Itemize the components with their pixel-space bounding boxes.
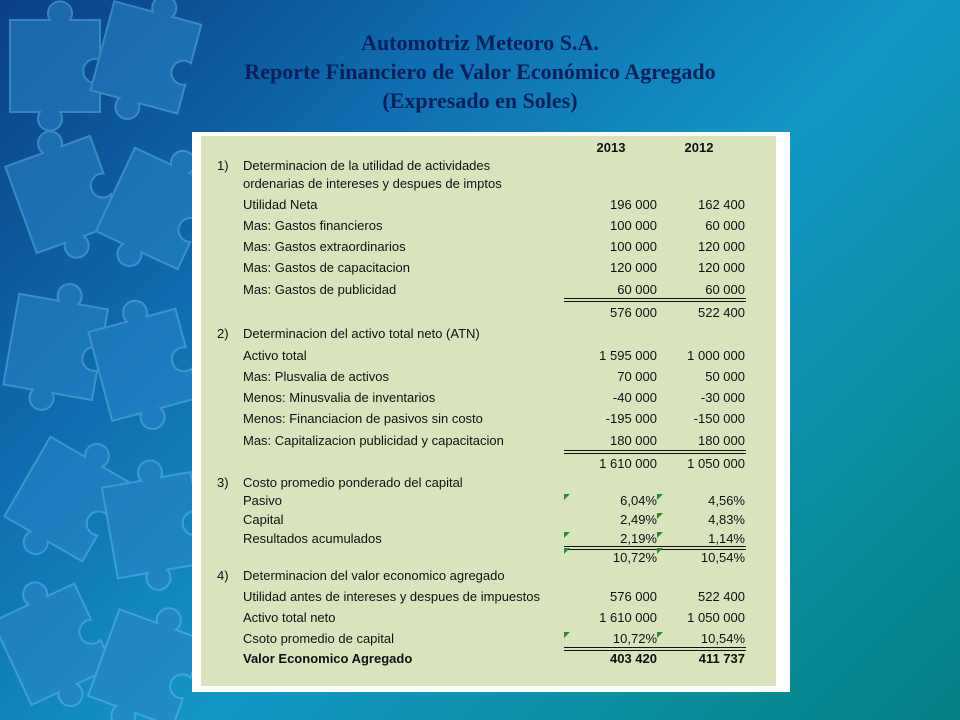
financial-table-image xyxy=(192,132,790,692)
value-2012: 50 000 xyxy=(705,369,745,384)
value-2013: 576 000 xyxy=(610,589,657,604)
table-row xyxy=(201,388,776,409)
table-row xyxy=(201,409,776,430)
value-2012: 522 400 xyxy=(698,589,745,604)
row-label: Mas: Capitalizacion publicidad y capacitacion xyxy=(243,433,504,448)
value-2012: 411 737 xyxy=(698,651,745,666)
value-2013: 10,72% xyxy=(612,631,657,646)
value-2013: 100 000 xyxy=(610,218,657,233)
cell-comment-marker-icon xyxy=(564,632,570,638)
total-double-rule xyxy=(564,298,746,302)
financial-table xyxy=(201,136,776,686)
table-row xyxy=(201,195,776,216)
row-label: Activo total xyxy=(243,348,307,363)
row-label: Utilidad antes de intereses y despues de impuestos xyxy=(243,589,541,604)
section-number: 1) xyxy=(217,158,229,173)
row-label: Mas: Plusvalia de activos xyxy=(243,369,389,384)
row-label: Pasivo xyxy=(243,493,283,508)
section-number: 3) xyxy=(217,475,229,490)
value-2013: 180 000 xyxy=(610,433,657,448)
value-2013: 120 000 xyxy=(610,260,657,275)
value-2012: 60 000 xyxy=(705,218,745,233)
report-title: Reporte Financiero de Valor Económico Agregado xyxy=(244,59,716,84)
value-2013: 1 610 000 xyxy=(599,456,657,471)
table-row xyxy=(201,346,776,367)
table-row xyxy=(201,367,776,388)
value-2012: 120 000 xyxy=(698,260,745,275)
value-2013: -195 000 xyxy=(605,411,657,426)
row-label: Menos: Minusvalia de inventarios xyxy=(243,390,436,405)
cell-comment-marker-icon xyxy=(564,494,570,500)
section-4-title-row xyxy=(201,566,776,587)
table-row xyxy=(201,237,776,258)
row-label: Resultados acumulados xyxy=(243,531,382,546)
row-label: Mas: Gastos financieros xyxy=(243,218,383,233)
section-1-title-row-2 xyxy=(201,174,776,195)
table-row xyxy=(201,608,776,629)
subtotal-row xyxy=(201,454,776,475)
value-2013: 1 610 000 xyxy=(599,610,657,625)
value-2013: 6,04% xyxy=(620,493,657,508)
row-label: Csoto promedio de capital xyxy=(243,631,395,646)
table-row xyxy=(201,510,776,531)
value-2012: 4,56% xyxy=(708,493,745,508)
section-number: 2) xyxy=(217,326,229,341)
section-title-line2: ordenarias de intereses y despues de imptos xyxy=(243,176,502,191)
value-2013: 60 000 xyxy=(617,282,657,297)
value-2012: -150 000 xyxy=(693,411,745,426)
section-number: 4) xyxy=(217,568,229,583)
puzzle-piece-icon xyxy=(10,1,100,130)
year-2013-header: 2013 xyxy=(596,140,626,155)
currency-note: (Expresado en Soles) xyxy=(382,88,578,113)
value-2013: 403 420 xyxy=(610,651,657,666)
section-2-title-row xyxy=(201,324,776,345)
value-2013: 100 000 xyxy=(610,239,657,254)
table-row xyxy=(201,491,776,512)
puzzle-piece-icon xyxy=(0,118,128,270)
row-label: Mas: Gastos de publicidad xyxy=(243,282,397,297)
value-2013: 2,19% xyxy=(620,531,657,546)
value-2012: 1 000 000 xyxy=(687,348,745,363)
section-title: Costo promedio ponderado del capital xyxy=(243,475,463,490)
table-row xyxy=(201,216,776,237)
company-name: Automotriz Meteoro S.A. xyxy=(361,30,599,55)
table-row xyxy=(201,258,776,279)
puzzle-piece-icon xyxy=(86,0,206,132)
value-2012: -30 000 xyxy=(700,390,745,405)
year-2012-header: 2012 xyxy=(684,140,714,155)
row-label: Activo total neto xyxy=(243,610,336,625)
row-label: Valor Economico Agregado xyxy=(243,651,413,666)
row-label: Menos: Financiacion de pasivos sin costo xyxy=(243,411,483,426)
value-2012: 1 050 000 xyxy=(687,610,745,625)
puzzle-pattern-background xyxy=(0,0,220,720)
value-2013: 1 595 000 xyxy=(599,348,657,363)
subtotal-row xyxy=(201,303,776,324)
report-title-block xyxy=(200,28,760,115)
value-2013: 2,49% xyxy=(620,512,657,527)
value-2012: 10,54% xyxy=(700,631,745,646)
cell-comment-marker-icon xyxy=(564,548,570,554)
section-title: Determinacion del activo total neto (ATN) xyxy=(243,326,480,341)
row-label: Capital xyxy=(243,512,284,527)
row-label: Utilidad Neta xyxy=(243,197,318,212)
eva-total-row xyxy=(201,649,776,670)
value-2012: 162 400 xyxy=(698,197,745,212)
value-2012: 1,14% xyxy=(708,531,745,546)
value-2013: -40 000 xyxy=(612,390,657,405)
value-2012: 1 050 000 xyxy=(687,456,745,471)
value-2012: 522 400 xyxy=(698,305,745,320)
value-2012: 180 000 xyxy=(698,433,745,448)
row-label: Mas: Gastos extraordinarios xyxy=(243,239,406,254)
value-2012: 60 000 xyxy=(705,282,745,297)
section-title: Determinacion del valor economico agregado xyxy=(243,568,505,583)
table-row xyxy=(201,587,776,608)
value-2013: 196 000 xyxy=(610,197,657,212)
value-2012: 120 000 xyxy=(698,239,745,254)
value-2012: 4,83% xyxy=(708,512,745,527)
table-row xyxy=(201,431,776,452)
section-title: Determinacion de la utilidad de actividades xyxy=(243,158,491,173)
value-2013: 10,72% xyxy=(612,550,657,565)
value-2012: 10,54% xyxy=(700,550,745,565)
value-2013: 576 000 xyxy=(610,305,657,320)
row-label: Mas: Gastos de capacitacion xyxy=(243,260,410,275)
cell-comment-marker-icon xyxy=(564,532,570,538)
value-2013: 70 000 xyxy=(617,369,657,384)
